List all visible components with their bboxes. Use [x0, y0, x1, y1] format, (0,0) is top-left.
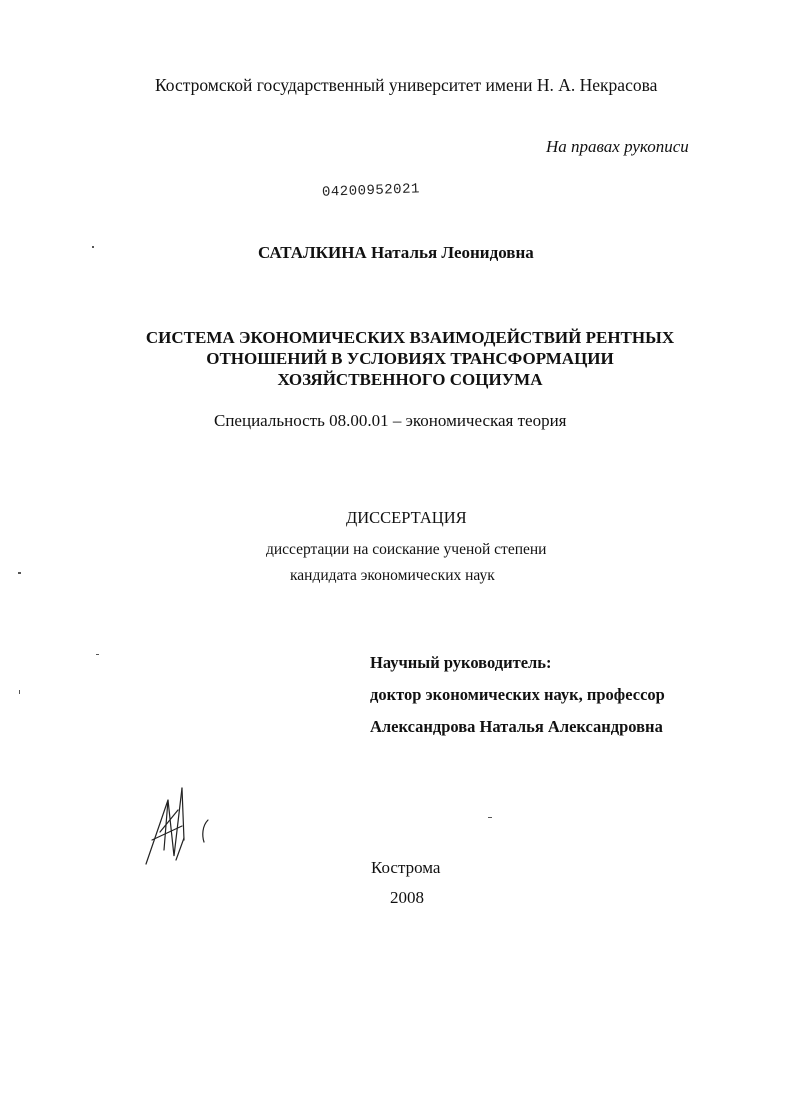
title-line: ХОЗЯЙСТВЕННОГО СОЦИУМА — [277, 370, 543, 389]
title-line: ОТНОШЕНИЙ В УСЛОВИЯХ ТРАНСФОРМАЦИИ — [206, 349, 614, 368]
scan-speck — [92, 246, 94, 248]
year: 2008 — [390, 888, 424, 907]
dissertation-title — [100, 327, 720, 390]
signature-mark — [138, 780, 218, 870]
supervisor-degree: доктор экономических наук, профессор — [370, 685, 665, 704]
title-line: СИСТЕМА ЭКОНОМИЧЕСКИХ ВЗАИМОДЕЙСТВИЙ РЕНТНЫХ — [145, 328, 675, 347]
author-name: САТАЛКИНА Наталья Леонидовна — [258, 243, 534, 262]
manuscript-note: На правах рукописи — [546, 137, 689, 156]
city: Кострома — [371, 858, 441, 877]
scan-speck — [96, 654, 99, 655]
supervisor-label: Научный руководитель: — [370, 653, 552, 672]
degree-line: кандидата экономических наук — [290, 567, 495, 584]
scan-speck — [18, 572, 21, 574]
scan-speck — [19, 690, 20, 694]
university-name: Костромской государственный университет имени Н. А. Некрасова — [155, 75, 658, 95]
specialty-line: Специальность 08.00.01 – экономическая теория — [214, 411, 567, 430]
degree-line: диссертации на соискание ученой степени — [266, 541, 547, 558]
supervisor-name: Александрова Наталья Александровна — [370, 717, 663, 736]
scan-speck — [488, 817, 492, 818]
inventory-number: 04200952021 — [321, 181, 421, 201]
document-type: ДИССЕРТАЦИЯ — [346, 508, 467, 527]
